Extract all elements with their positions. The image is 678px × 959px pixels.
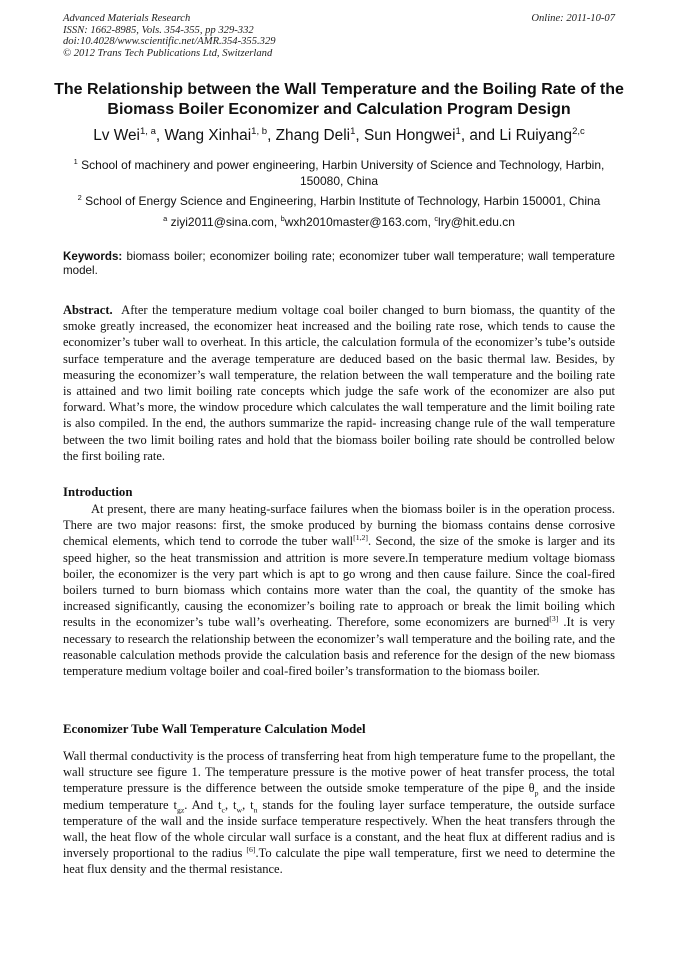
- email-link[interactable]: ziyi2011@sina.com: [170, 215, 274, 229]
- author-name: Li Ruiyang: [499, 127, 573, 144]
- email-link[interactable]: wxh2010master@163.com: [284, 215, 428, 229]
- citation: [3]: [549, 614, 559, 624]
- section-heading-model: Economizer Tube Wall Temperature Calculation Model: [63, 722, 366, 736]
- affiliation-2: [63, 193, 615, 209]
- journal-header: [63, 13, 615, 59]
- doi-line: doi:10.4028/www.scientific.net/AMR.354-355.329: [63, 36, 276, 48]
- keywords-block: [63, 250, 615, 278]
- author-affiliation-mark: 1: [350, 125, 356, 137]
- affiliation-text: School of Energy Science and Engineering, Harbin Institute of Technology, Harbin 150001, China: [85, 194, 601, 208]
- citation: [1,2]: [353, 533, 369, 543]
- author-affiliation-mark: 2,c: [572, 125, 585, 137]
- author-affiliation-mark: 1, b: [251, 125, 268, 137]
- author-affiliation-mark: 1, a: [139, 125, 156, 137]
- section-heading-introduction: Introduction: [63, 485, 133, 499]
- affiliation-1: [63, 157, 615, 189]
- author-name: Sun Hongwei: [363, 127, 456, 144]
- model-paragraph: Wall thermal conductivity is the process of transferring heat from high temperature fume to the propellant, the wall structure see figure 1. The temperature pressure is the motive power of heat transfer process, the total temperature pressure is the difference between the outside smoke temperature of the pipe $\theta_p$ and the inside medium temperature $t_{gz}$. And $t_c$, $t_w$, $t_n$ stands for the fouling layer surface temperature, the outside surface temperature of the wall and the inside surface temperature respectively. When the heat transfers through the wall, the heat flow of the whole circular wall surface is a constant, and the heat flux at different radius and is inversely proportional to the radius [6].To calculate the pipe wall temperature, first we need to determine the heat flux density and the thermal resistance.: [63, 749, 615, 877]
- journal-name: Advanced Materials Research: [63, 13, 191, 24]
- keywords-text: biomass boiler; economizer boiling rate; economizer tuber wall temperature; wall temperature model.: [63, 250, 615, 277]
- author-affiliation-mark: 1: [455, 125, 461, 137]
- author-list: Lv Wei$^{1, a}$, Wang Xinhai$^{1, b}$, Zhang Deli$^1$, Sun Hongwei$^1$, and Li Ruiyang$^{2,c}$: [93, 125, 585, 144]
- email-line: $^a$ ziyi2011@sina.com, $^b$wxh2010master@163.com, $^c$lry@hit.edu.cn: [163, 214, 515, 229]
- abstract-text: After the temperature medium voltage coal boiler changed to burn biomass, the quantity of the smoke greatly increased, the economizer heat increased and the boiling rate rose, which tends to cause the economizer’s tuber wall to overheat. In this article, the calculation formula of the economizer’s tube’s outside surface temperature and the average temperature are deduced based on the basic thermal law. Besides, by measuring the economizer’s wall temperature, the relation between the wall temperature and the boiling rate is attained and two limit boiling rate concepts which judge the safe work of the economizer are also put forward. What’s more, the window procedure which calculates the wall temperature and the limit boiling rate is also compiled. In the end, the authors summarize the rapid- increasing change rule of the wall temperature between the two limit boiling rates and hold that the biomass boiler boiling rate should be controlled below the first boiling rate.: [63, 303, 615, 463]
- author-name: Wang Xinhai: [164, 127, 252, 144]
- affiliation-text: School of machinery and power engineering, Harbin University of Science and Technology, Harbin, 150080, China: [81, 158, 605, 188]
- issn-line: ISSN: 1662-8985, Vols. 354-355, pp 329-332: [63, 24, 254, 36]
- author-name: Lv Wei: [93, 127, 140, 144]
- affiliation-mark: 2: [77, 193, 82, 202]
- author-name: Zhang Deli: [275, 127, 351, 144]
- keywords-label: Keywords:: [63, 250, 123, 263]
- introduction-paragraph: At present, there are many heating-surface failures when the biomass boiler is in the operation process. There are two major reasons: first, the smoke produced by burning the biomass contains dense corrosive chemical elements, which tend to corrode the tuber wall[1,2]. Second, the size of the smoke is larger and its speed higher, so the heat transmission and attrition is more severe.In temperature medium voltage biomass boiler, the economizer is the very part which is apt to go wrong and then cause failure. Since the coal-fired boilers turned to burn biomass which contains more water than the coal, the quantity of the smoke has increased significantly, causing the economizer’s boiling rate to approach or break the limit boiling which results in the economizer’s tube wall’s overheating. Therefore, some economizers are burned[3] .It is very necessary to research the relationship between the economizer’s wall temperature and the boiling rate, and the reasonable calculation methods provide the calculation basis and reference for the design of the new biomass temperature medium voltage boiler and coal-fired boiler’s transformation to the biomass boiler.: [63, 502, 616, 679]
- copyright-line: © 2012 Trans Tech Publications Ltd, Switzerland: [63, 47, 273, 59]
- abstract-label: Abstract.: [63, 303, 113, 317]
- citation: [6]: [246, 845, 256, 855]
- email-link[interactable]: lry@hit.edu.cn: [438, 215, 515, 229]
- paper-title: The Relationship between the Wall Temperature and the Boiling Rate of the Biomass Boiler Economizer and Calculation Program Design: [54, 81, 624, 118]
- online-date: Online: 2011-10-07: [531, 13, 615, 24]
- abstract-block: [63, 302, 615, 464]
- affiliation-mark: 1: [73, 157, 78, 166]
